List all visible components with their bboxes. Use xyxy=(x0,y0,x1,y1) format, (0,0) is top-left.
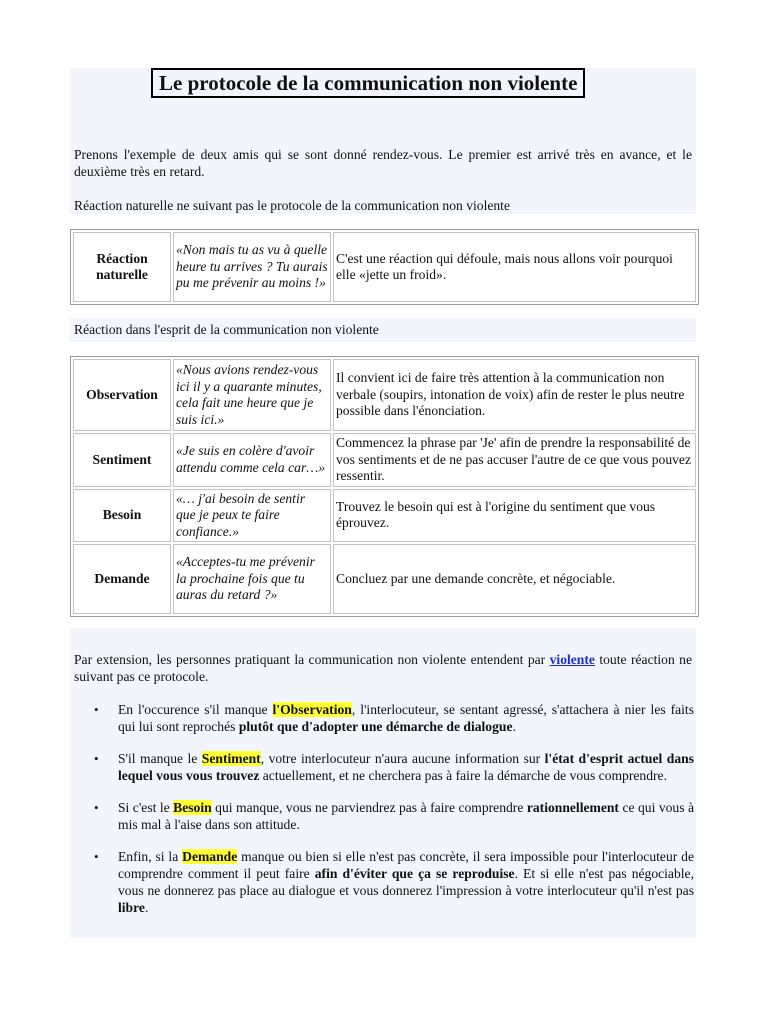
row-comment: Trouvez le besoin qui est à l'origine du sentiment que vous éprouvez. xyxy=(333,489,696,543)
item-text: manque ou bien si elle n'est pas concrète, il sera impossible pour l'interlocuteur de comprendre comment il peut faire xyxy=(118,849,694,881)
table-row xyxy=(73,359,696,431)
item-text: . xyxy=(144,900,149,915)
item-text: qui manque, vous ne parviendrez pas à faire comprendre xyxy=(211,800,527,815)
extension-paragraph xyxy=(74,651,692,685)
violente-link[interactable]: violente xyxy=(549,652,595,667)
intro-paragraph: Prenons l'exemple de deux amis qui se sont donné rendez-vous. Le premier est arrivé très en avance, et le deuxième très en retard. xyxy=(74,147,692,179)
item-text: actuellement, et ne cherchera pas à faire la démarche de vous comprendre. xyxy=(259,768,667,783)
natural-reaction-heading: Réaction naturelle ne suivant pas le protocole de la communication non violente xyxy=(74,198,510,213)
item-highlight: l'Observation xyxy=(272,702,352,717)
bullet-icon: • xyxy=(94,751,99,766)
list-item xyxy=(94,799,694,833)
item-text: Si c'est le xyxy=(118,800,174,815)
table-row xyxy=(73,232,696,302)
table-row xyxy=(73,489,696,543)
item-text: , l'interlocuteur, se sentant agressé, s'attachera à nier les faits qui lui sont reprochés xyxy=(118,702,694,734)
row-comment: C'est une réaction qui défoule, mais nous allons voir pourquoi elle «jette un froid». xyxy=(333,232,696,302)
item-strong: plutôt que d'adopter une démarche de dialogue xyxy=(238,719,513,734)
item-strong: afin d'éviter que ça se reproduise xyxy=(314,866,515,881)
table-row xyxy=(73,544,696,614)
missing-step-list xyxy=(94,701,694,916)
row-label: Observation xyxy=(73,359,171,431)
list-item xyxy=(94,848,694,916)
row-quote: «Acceptes-tu me prévenir la prochaine fois que tu auras du retard ?» xyxy=(173,544,331,614)
item-text: . xyxy=(512,719,516,734)
item-highlight: Besoin xyxy=(173,800,212,815)
row-comment: Il convient ici de faire très attention à la communication non verbale (soupirs, intonation de voix) afin de rester le plus neutre possible dans l'énonciation. xyxy=(333,359,696,431)
item-text: , votre interlocuteur n'aura aucune information sur xyxy=(260,751,545,766)
row-label: Sentiment xyxy=(73,433,171,487)
item-highlight: Demande xyxy=(182,849,238,864)
cnv-reaction-heading: Réaction dans l'esprit de la communication non violente xyxy=(74,322,379,337)
bullet-icon: • xyxy=(94,702,99,717)
item-text: . Et si elle n'est pas négociable, vous ne donnerez pas place au dialogue et vous donnerez l'impression à votre interlocuteur qu'il n'est pas xyxy=(118,866,694,898)
item-strong: libre xyxy=(118,900,145,915)
row-comment: Commencez la phrase par 'Je' afin de prendre la responsabilité de vos sentiments et de ne pas accuser l'autre de ce que vous pouvez ressentir. xyxy=(333,433,696,487)
item-strong: l'état d'esprit actuel dans lequel vous vous trouvez xyxy=(118,751,694,783)
row-quote: «Je suis en colère d'avoir attendu comme cela car…» xyxy=(173,433,331,487)
cnv-reaction-table xyxy=(70,356,699,617)
row-quote: «… j'ai besoin de sentir que je peux te faire confiance.» xyxy=(173,489,331,543)
item-text: ce qui vous à mis mal à l'aise dans son attitude. xyxy=(118,800,695,832)
row-label: Réaction naturelle xyxy=(73,232,171,302)
row-label: Demande xyxy=(73,544,171,614)
bullet-icon: • xyxy=(94,800,99,815)
bullet-icon: • xyxy=(94,849,99,864)
list-item xyxy=(94,750,694,784)
row-quote: «Nous avions rendez-vous ici il y a quarante minutes, cela fait une heure que je suis ici.» xyxy=(173,359,331,431)
item-text: S'il manque le xyxy=(118,751,202,766)
natural-reaction-table xyxy=(70,229,699,305)
row-quote: «Non mais tu as vu à quelle heure tu arrives ? Tu aurais pu me prévenir au moins !» xyxy=(173,232,331,302)
list-item xyxy=(94,701,694,735)
item-highlight: Sentiment xyxy=(201,751,261,766)
table-row xyxy=(73,433,696,487)
item-text: En l'occurence s'il manque xyxy=(118,702,273,717)
extension-text-after: toute réaction ne suivant pas ce protocole. xyxy=(74,652,692,684)
row-label: Besoin xyxy=(73,489,171,543)
item-strong: rationnellement xyxy=(526,800,619,815)
item-text: Enfin, si la xyxy=(118,849,183,864)
extension-text-before: Par extension, les personnes pratiquant la communication non violente entendent par xyxy=(74,652,550,667)
page-title: Le protocole de la communication non violente xyxy=(151,68,585,98)
row-comment: Concluez par une demande concrète, et négociable. xyxy=(333,544,696,614)
